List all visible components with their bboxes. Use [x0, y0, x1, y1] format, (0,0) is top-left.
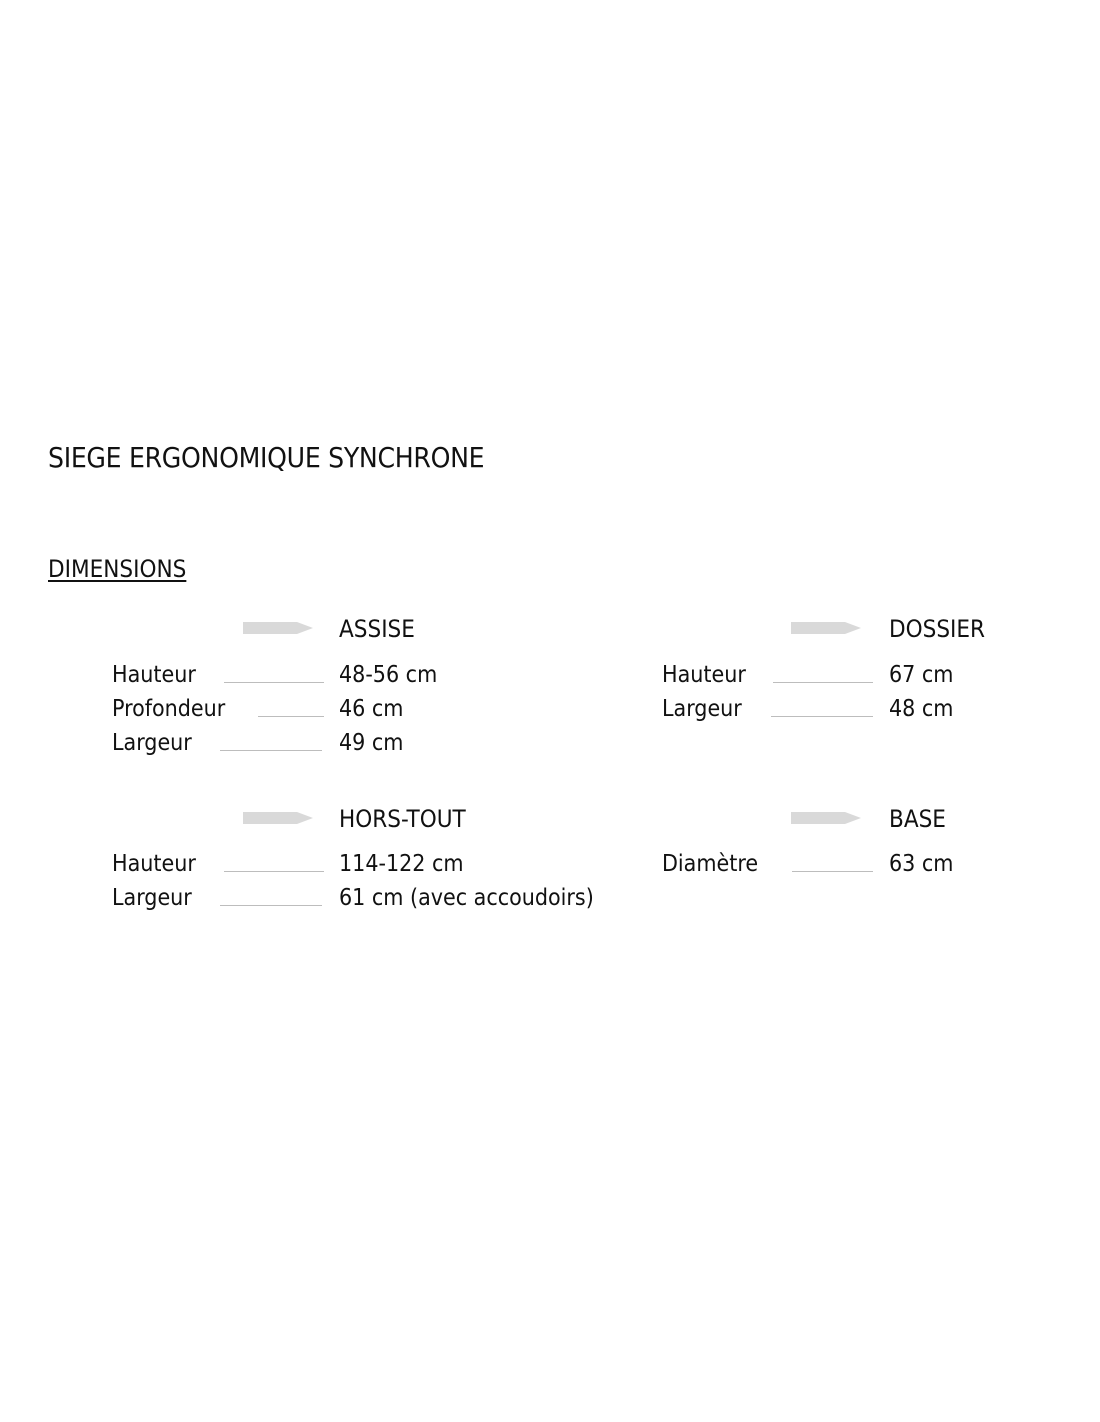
- dimension-row: [112, 885, 632, 915]
- dimension-value: 48 cm: [889, 696, 954, 722]
- dimension-row: [112, 662, 632, 692]
- leader-line: [792, 871, 873, 872]
- dimension-value: 63 cm: [889, 851, 954, 877]
- dimension-label: Largeur: [662, 696, 742, 722]
- dimension-row: [112, 730, 632, 760]
- section-title: DOSSIER: [889, 615, 986, 643]
- section-title: HORS-TOUT: [339, 805, 466, 833]
- page-title: SIEGE ERGONOMIQUE SYNCHRONE: [48, 441, 485, 474]
- dimension-label: Hauteur: [112, 851, 196, 877]
- dimensions-heading: DIMENSIONS: [48, 555, 187, 583]
- section-header: [112, 805, 632, 835]
- section-header: [662, 615, 1082, 645]
- section-header: [112, 615, 632, 645]
- dimension-value: 114-122 cm: [339, 851, 464, 877]
- dimension-row: [662, 662, 1082, 692]
- dimension-label: Hauteur: [662, 662, 746, 688]
- leader-line: [771, 716, 873, 717]
- leader-line: [220, 750, 322, 751]
- arrow-right-icon: [791, 810, 861, 826]
- dimension-row: [112, 851, 632, 881]
- dimension-value: 67 cm: [889, 662, 954, 688]
- arrow-right-icon: [791, 620, 861, 636]
- leader-line: [258, 716, 324, 717]
- dimension-label: Hauteur: [112, 662, 196, 688]
- section-header: [662, 805, 1082, 835]
- dimension-row: [662, 696, 1082, 726]
- dimension-value: 48-56 cm: [339, 662, 438, 688]
- arrow-right-icon: [243, 810, 313, 826]
- section-title: ASSISE: [339, 615, 415, 643]
- section-title: BASE: [889, 805, 946, 833]
- dimension-row: [662, 851, 1082, 881]
- leader-line: [773, 682, 873, 683]
- dimension-label: Profondeur: [112, 696, 226, 722]
- leader-line: [224, 871, 324, 872]
- dimension-label: Diamètre: [662, 851, 759, 877]
- arrow-right-icon: [243, 620, 313, 636]
- dimension-value: 61 cm (avec accoudoirs): [339, 885, 594, 911]
- dimension-label: Largeur: [112, 885, 192, 911]
- leader-line: [220, 905, 322, 906]
- dimension-label: Largeur: [112, 730, 192, 756]
- dimension-value: 49 cm: [339, 730, 404, 756]
- leader-line: [224, 682, 324, 683]
- dimension-value: 46 cm: [339, 696, 404, 722]
- dimension-row: [112, 696, 632, 726]
